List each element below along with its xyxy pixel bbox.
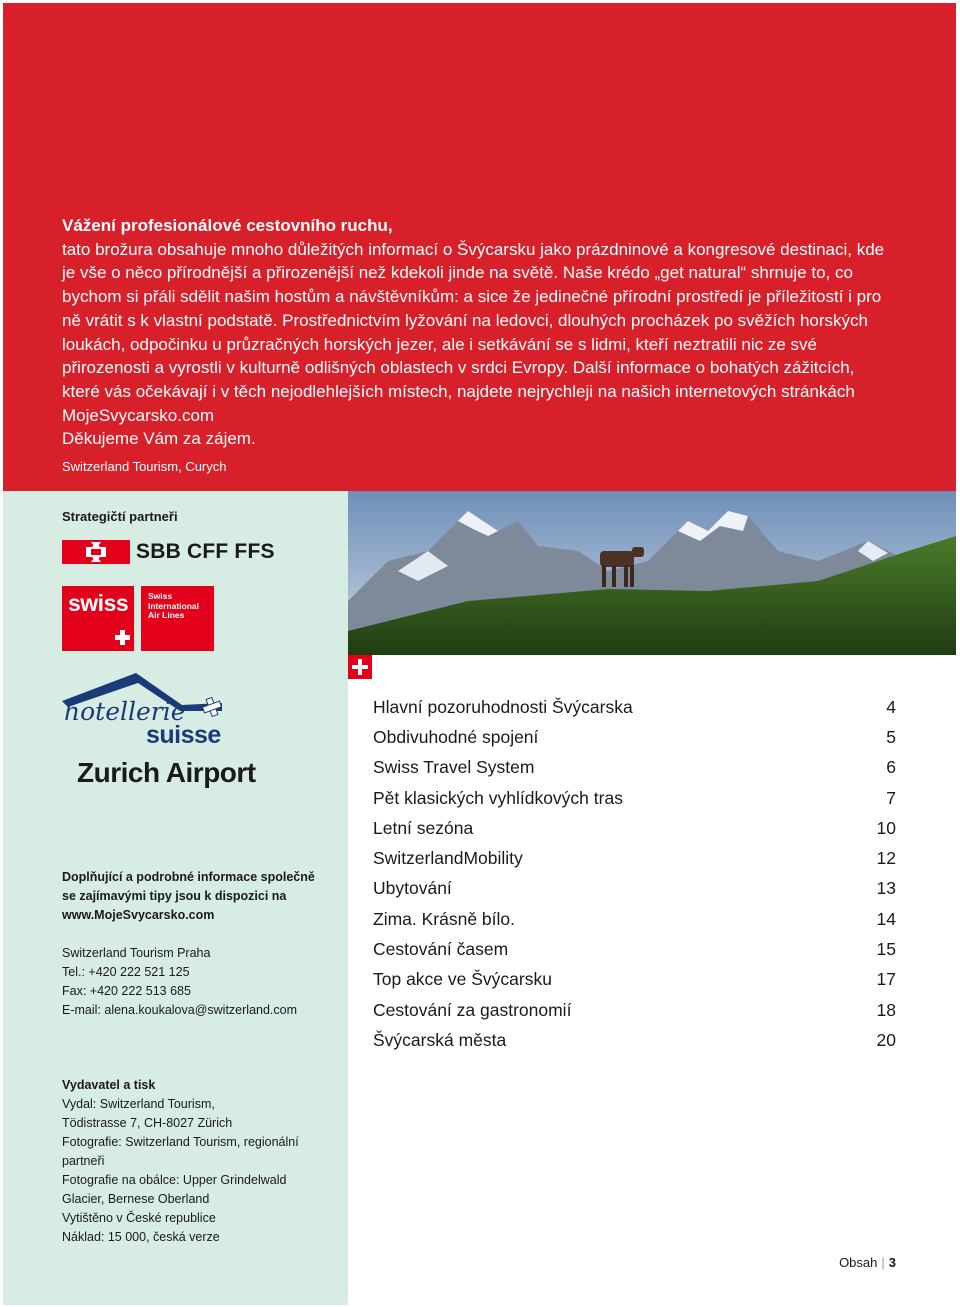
toc-row[interactable] xyxy=(373,995,896,1025)
toc-row[interactable] xyxy=(373,843,896,873)
contact-email: E-mail: alena.koukalova@switzerland.com xyxy=(62,1003,298,1017)
toc-title: Pět klasických vyhlídkových tras xyxy=(373,787,623,808)
toc-page: 18 xyxy=(876,999,896,1020)
page-number: 3 xyxy=(888,1255,896,1270)
toc-row[interactable] xyxy=(373,753,896,783)
publisher-line: Fotografie: Switzerland Tourism, regionální xyxy=(62,1135,299,1149)
toc-title: Cestování časem xyxy=(373,939,509,960)
toc-title: Letní sezóna xyxy=(373,817,474,838)
toc-page: 4 xyxy=(886,696,896,717)
intro-greeting: Vážení profesionálové cestovního ruchu, xyxy=(62,216,393,235)
toc-row[interactable] xyxy=(373,692,896,722)
intro-letter xyxy=(62,214,892,479)
toc-title: Obdivuhodné spojení xyxy=(373,726,539,747)
toc-title: SwitzerlandMobility xyxy=(373,848,523,869)
publisher-block xyxy=(62,1076,322,1247)
toc-page: 17 xyxy=(876,969,896,990)
footer-separator: | xyxy=(881,1255,885,1270)
contact-block xyxy=(62,944,342,1020)
toc-page: 13 xyxy=(876,878,896,899)
publisher-line: Vydal: Switzerland Tourism, xyxy=(62,1097,215,1111)
intro-signature: Switzerland Tourism, Curych xyxy=(62,459,227,475)
contact-org: Switzerland Tourism Praha xyxy=(62,946,211,960)
swiss-airline-name xyxy=(141,586,214,651)
toc-page: 12 xyxy=(876,848,896,869)
toc-title: Top akce ve Švýcarsku xyxy=(373,969,552,990)
publisher-title: Vydavatel a tisk xyxy=(62,1078,156,1092)
intro-thanks: Děkujeme Vám za zájem. xyxy=(62,429,256,449)
hotelleriesuisse-logo xyxy=(62,671,242,751)
toc-title: Zima. Krásně bílo. xyxy=(373,908,515,929)
swiss-logo xyxy=(62,586,134,651)
publisher-line: Náklad: 15 000, česká verze xyxy=(62,1230,220,1244)
toc-title: Ubytování xyxy=(373,878,452,899)
zurich-airport-logo: Zurich Airport xyxy=(77,757,256,788)
publisher-line: partneři xyxy=(62,1154,105,1168)
publisher-line: Fotografie na obálce: Upper Grindelwald xyxy=(62,1173,287,1187)
toc-title: Cestování za gastronomií xyxy=(373,999,572,1020)
sbb-logo xyxy=(62,540,275,564)
toc-page: 6 xyxy=(886,757,896,778)
toc-row[interactable] xyxy=(373,813,896,843)
more-info-line-1: Doplňující a podrobné informace společně xyxy=(62,870,315,884)
publisher-line: Tödistrasse 7, CH-8027 Zürich xyxy=(62,1116,233,1130)
toc-row[interactable] xyxy=(373,874,896,904)
contact-tel: Tel.: +420 222 521 125 xyxy=(62,965,190,979)
partners-title: Strategičtí partneři xyxy=(62,509,178,524)
sbb-arrows-icon xyxy=(62,540,130,564)
sbb-name: SBB CFF FFS xyxy=(136,540,275,563)
swiss-sub-line-3: Air Lines xyxy=(148,610,185,620)
swiss-cross-icon xyxy=(115,630,130,645)
toc-page: 5 xyxy=(886,726,896,747)
publisher-line: Glacier, Bernese Oberland xyxy=(62,1192,210,1206)
table-of-contents xyxy=(373,692,896,1056)
page-footer xyxy=(839,1255,896,1270)
more-info-text xyxy=(62,868,342,925)
toc-row[interactable] xyxy=(373,1025,896,1055)
toc-title: Hlavní pozoruhodnosti Švýcarska xyxy=(373,696,633,717)
toc-row[interactable] xyxy=(373,965,896,995)
more-info-line-2: se zajímavými tipy jsou k dispozici na xyxy=(62,889,287,903)
toc-row[interactable] xyxy=(373,934,896,964)
toc-row[interactable] xyxy=(373,783,896,813)
toc-page: 14 xyxy=(876,908,896,929)
hotel-word1: hotellerie xyxy=(64,697,186,726)
swiss-word: swiss xyxy=(68,590,129,616)
toc-title: Swiss Travel System xyxy=(373,757,535,778)
toc-page: 15 xyxy=(876,939,896,960)
more-info-line-3: www.MojeSvycarsko.com xyxy=(62,908,215,922)
toc-page: 10 xyxy=(876,817,896,838)
footer-section: Obsah xyxy=(839,1255,878,1270)
toc-page: 20 xyxy=(876,1029,896,1050)
swiss-sub-line-1: Swiss xyxy=(148,591,173,601)
toc-row[interactable] xyxy=(373,904,896,934)
mountain-photo xyxy=(348,491,956,655)
contact-fax: Fax: +420 222 513 685 xyxy=(62,984,191,998)
toc-page: 7 xyxy=(886,787,896,808)
swiss-sub-line-2: International xyxy=(148,600,200,611)
intro-body: tato brožura obsahuje mnoho důležitých informací o Švýcarsku jako prázdninové a kongresové destinaci, kde je vše o něco přírodnější a přirozenější než kdekoli jinde na světě. Naše krédo „get natural“ shrnuje to, co bychom si přáli sdělit našim hostům a návštěvníkům: a sice že jedinečné přírodní prostředí je příležitostí i pro ně vrátit s k vlastní podstatě. Prostřednictvím lyžování na ledovci, dlouhých procházek po svěžích horských loukách, odpočinku u průzračných horských jezer, ale i setkávání se s lidmi, kteří neztratili nic ze své přirozenosti a vyrostli v kulturně odlišných oblastech v srdci Evropy. Další informace o bohatých zážitcích, které vás očekávají i v těch nejodlehlejších místech, najdete nejrychleji na našich internetových stránkách MojeSvycarsko.com xyxy=(62,239,885,425)
hotel-word2: suisse xyxy=(146,721,221,749)
swiss-flag-icon xyxy=(348,655,372,679)
toc-row[interactable] xyxy=(373,722,896,752)
publisher-line: Vytištěno v České republice xyxy=(62,1211,216,1225)
toc-title: Švýcarská města xyxy=(373,1029,507,1050)
